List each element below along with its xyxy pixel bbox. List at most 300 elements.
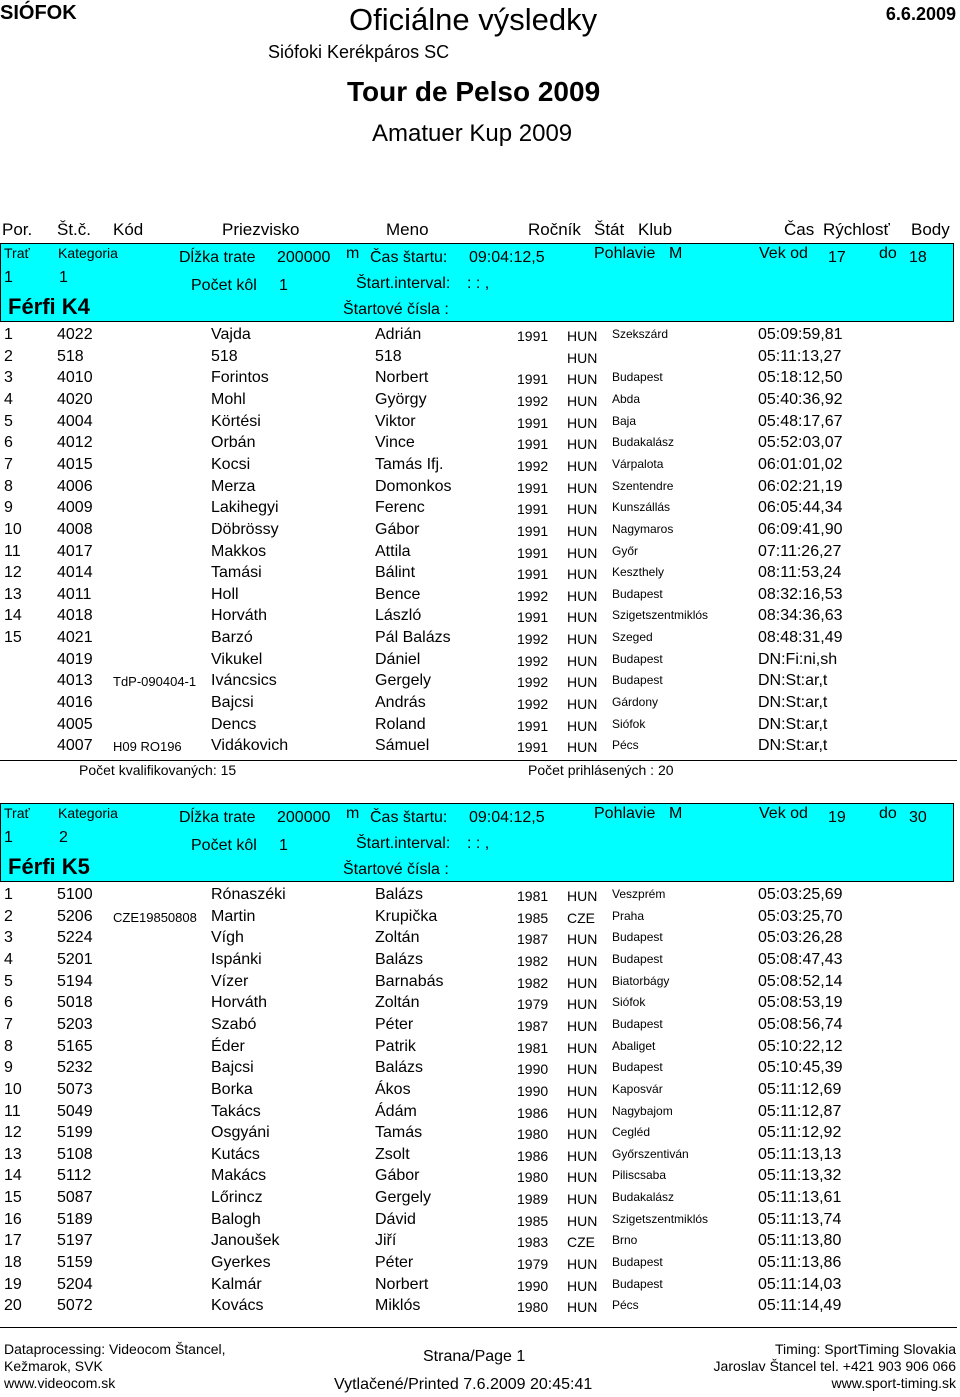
m-unit: m bbox=[346, 805, 360, 822]
cell-year: 1991 bbox=[517, 522, 549, 539]
cell-club: Budapest bbox=[612, 1060, 663, 1075]
cell-rank: 16 bbox=[4, 1210, 22, 1228]
trat-value: 1 bbox=[4, 829, 13, 846]
cell-surname: Ispánki bbox=[211, 950, 262, 968]
table-row bbox=[0, 454, 960, 475]
cell-surname: Éder bbox=[211, 1037, 245, 1055]
table-row bbox=[0, 1122, 960, 1143]
cell-club: Budakalász bbox=[612, 1190, 675, 1205]
trat-value: 1 bbox=[4, 269, 13, 286]
cell-bib: 5197 bbox=[57, 1232, 93, 1250]
start-interval-label: Štart.interval: bbox=[356, 835, 451, 852]
cell-firstname: Ákos bbox=[375, 1080, 411, 1098]
cell-time: 05:08:47,43 bbox=[758, 950, 843, 968]
table-row bbox=[0, 584, 960, 605]
cell-country: HUN bbox=[567, 1061, 598, 1078]
cell-time: DN:Fi:ni,sh bbox=[758, 650, 838, 668]
table-row bbox=[0, 1209, 960, 1230]
cell-country: HUN bbox=[567, 371, 598, 388]
table-row bbox=[0, 649, 960, 670]
footer-timing-url[interactable]: www.sport-timing.sk bbox=[831, 1375, 956, 1391]
cell-rank: 18 bbox=[4, 1254, 22, 1272]
vek-od-label: Vek od bbox=[759, 805, 808, 822]
cell-code: TdP-090404-1 bbox=[113, 674, 197, 690]
cell-bib: 5087 bbox=[57, 1189, 93, 1207]
table-row bbox=[0, 346, 960, 367]
cell-year: 1986 bbox=[517, 1104, 549, 1121]
cell-year: 1991 bbox=[517, 371, 549, 388]
divider bbox=[0, 1327, 957, 1328]
cell-firstname: Krupička bbox=[375, 907, 438, 925]
cell-country: HUN bbox=[567, 974, 598, 991]
cell-time: 05:11:13,74 bbox=[758, 1210, 842, 1228]
cell-country: HUN bbox=[567, 587, 598, 604]
cell-bib: 5159 bbox=[57, 1254, 93, 1272]
footer-processing-url[interactable]: www.videocom.sk bbox=[4, 1375, 116, 1391]
cell-year: 1992 bbox=[517, 457, 549, 474]
cell-surname: Szabó bbox=[211, 1015, 257, 1033]
cell-surname: Vajda bbox=[211, 326, 251, 343]
cell-club: Szigetszentmiklós bbox=[612, 1211, 709, 1226]
cell-country: HUN bbox=[567, 1212, 598, 1229]
cell-country: HUN bbox=[567, 1256, 598, 1273]
page-number: Strana/Page 1 bbox=[423, 1348, 526, 1365]
cell-bib: 4004 bbox=[57, 412, 93, 430]
cell-rank: 5 bbox=[4, 412, 13, 430]
cell-firstname: László bbox=[375, 607, 422, 625]
table-row bbox=[0, 1165, 960, 1186]
cell-surname: Holl bbox=[211, 585, 239, 603]
pocet-kol-value: 1 bbox=[279, 277, 288, 294]
col-priezvisko: Priezvisko bbox=[222, 220, 300, 239]
cell-surname: Kovács bbox=[211, 1297, 264, 1315]
table-row bbox=[0, 1230, 960, 1251]
cell-time: 05:03:26,28 bbox=[758, 929, 843, 947]
vek-do-value: 18 bbox=[909, 249, 927, 266]
cell-time: 08:32:16,53 bbox=[758, 585, 843, 603]
cell-country: HUN bbox=[567, 717, 598, 734]
table-row bbox=[0, 627, 960, 648]
cell-time: 07:11:26,27 bbox=[758, 542, 842, 560]
column-header-row bbox=[0, 220, 960, 242]
cell-year: 1992 bbox=[517, 392, 549, 409]
cell-bib: 5203 bbox=[57, 1015, 93, 1033]
footer-timing: Timing: SportTiming Slovakia bbox=[774, 1341, 956, 1357]
cell-firstname: Tamás bbox=[375, 1124, 423, 1142]
cell-bib: 4015 bbox=[57, 455, 93, 473]
cell-year: 1992 bbox=[517, 696, 549, 713]
cell-year: 1980 bbox=[517, 1169, 549, 1186]
cell-club: Praha bbox=[612, 908, 645, 923]
cell-firstname: Dávid bbox=[375, 1210, 416, 1228]
cell-club: Kunszállás bbox=[612, 500, 671, 515]
cell-firstname: Ferenc bbox=[375, 499, 425, 517]
cell-bib: 5224 bbox=[57, 929, 93, 947]
cell-surname: Horváth bbox=[211, 607, 268, 625]
cell-country: HUN bbox=[567, 1082, 598, 1099]
cell-bib: 4014 bbox=[57, 564, 93, 582]
cell-firstname: Viktor bbox=[375, 412, 416, 430]
cell-firstname: Balázs bbox=[375, 1059, 424, 1077]
cell-time: 05:10:45,39 bbox=[758, 1059, 843, 1077]
cell-time: 08:11:53,24 bbox=[758, 564, 842, 582]
cell-year: 1983 bbox=[517, 1234, 549, 1251]
cell-firstname: Ádám bbox=[375, 1102, 417, 1120]
cell-bib: 4009 bbox=[57, 499, 93, 517]
col-rychlost: Rýchlosť bbox=[823, 220, 890, 239]
cell-club: Budapest bbox=[612, 930, 663, 945]
cell-code: H09 RO196 bbox=[113, 739, 182, 755]
col-por: Por. bbox=[2, 220, 33, 239]
table-row bbox=[0, 1144, 960, 1165]
cell-country: HUN bbox=[567, 349, 598, 366]
table-row bbox=[0, 411, 960, 432]
cell-firstname: Zoltán bbox=[375, 994, 420, 1012]
col-stc: Št.č. bbox=[57, 220, 92, 239]
col-rocnik: Ročník bbox=[528, 220, 581, 239]
cell-rank: 2 bbox=[4, 347, 13, 365]
cell-time: 05:03:25,69 bbox=[758, 886, 843, 903]
cell-surname: Makkos bbox=[211, 542, 267, 560]
cell-bib: 5018 bbox=[57, 994, 93, 1012]
cell-club: Budapest bbox=[612, 951, 663, 966]
cell-year: 1985 bbox=[517, 909, 549, 926]
cell-time: 05:11:13,86 bbox=[758, 1254, 842, 1272]
cell-time: 05:11:13,13 bbox=[758, 1145, 842, 1163]
category-name: Férfi K5 bbox=[8, 854, 90, 879]
cell-year: 1991 bbox=[517, 566, 549, 583]
cell-surname: Orbán bbox=[211, 434, 256, 452]
cell-year: 1992 bbox=[517, 674, 549, 691]
cell-bib: 5112 bbox=[57, 1167, 92, 1185]
cell-country: HUN bbox=[567, 652, 598, 669]
footer-processing: Dataprocessing: Videocom Štancel, bbox=[4, 1341, 226, 1357]
start-interval-label: Štart.interval: bbox=[356, 275, 451, 292]
cell-surname: Balogh bbox=[211, 1210, 261, 1228]
cell-club: Budapest bbox=[612, 673, 663, 688]
cell-year: 1980 bbox=[517, 1299, 549, 1316]
table-row bbox=[0, 735, 960, 756]
cell-surname: Lakihegyi bbox=[211, 499, 279, 517]
cell-country: HUN bbox=[567, 436, 598, 453]
cell-club: Budapest bbox=[612, 651, 663, 666]
cell-time: 05:08:53,19 bbox=[758, 994, 843, 1012]
cell-surname: Rónaszéki bbox=[211, 886, 286, 903]
cell-rank: 13 bbox=[4, 585, 22, 603]
qualified-count: Počet kvalifikovaných: 15 bbox=[79, 762, 237, 778]
cell-rank: 3 bbox=[4, 369, 13, 387]
cell-time: 06:01:01,02 bbox=[758, 455, 843, 473]
cell-country: HUN bbox=[567, 1191, 598, 1208]
cell-firstname: Balázs bbox=[375, 950, 424, 968]
cell-firstname: Péter bbox=[375, 1015, 414, 1033]
cell-country: HUN bbox=[567, 1017, 598, 1034]
cell-time: 05:11:12,87 bbox=[758, 1102, 842, 1120]
cell-time: 05:03:25,70 bbox=[758, 907, 843, 925]
cell-surname: Janoušek bbox=[211, 1232, 280, 1250]
cell-country: HUN bbox=[567, 457, 598, 474]
cell-surname: Vikukel bbox=[211, 650, 263, 668]
table-row bbox=[0, 1057, 960, 1078]
cell-year: 1991 bbox=[517, 609, 549, 626]
table-row bbox=[0, 1295, 960, 1316]
cell-club: Szeged bbox=[612, 630, 653, 645]
cell-club: Nagymaros bbox=[612, 521, 674, 536]
vek-od-value: 19 bbox=[828, 809, 846, 826]
cell-rank: 7 bbox=[4, 1015, 13, 1033]
cell-club: Kaposvár bbox=[612, 1081, 663, 1096]
cell-time: DN:St:ar,t bbox=[758, 737, 828, 755]
page-title: Oficiálne výsledky bbox=[349, 2, 598, 37]
startove-cisla-label: Štartové čísla : bbox=[343, 861, 449, 878]
cell-year: 1987 bbox=[517, 931, 549, 948]
cell-country: HUN bbox=[567, 1277, 598, 1294]
trat-label: Trať bbox=[4, 805, 30, 821]
cell-time: 05:18:12,50 bbox=[758, 369, 843, 387]
cell-bib: 5206 bbox=[57, 907, 93, 925]
cell-country: CZE bbox=[567, 1234, 595, 1251]
cell-rank: 8 bbox=[4, 477, 13, 495]
cell-country: HUN bbox=[567, 631, 598, 648]
table-row bbox=[0, 1252, 960, 1273]
cell-year: 1979 bbox=[517, 1256, 549, 1273]
cell-bib: 5072 bbox=[57, 1297, 93, 1315]
cell-rank: 6 bbox=[4, 434, 13, 452]
cell-rank: 12 bbox=[4, 564, 22, 582]
table-row bbox=[0, 714, 960, 735]
cell-year: 1980 bbox=[517, 1126, 549, 1143]
col-stat: Štát bbox=[594, 220, 625, 239]
cell-bib: 5108 bbox=[57, 1145, 93, 1163]
cup-title: Amatuer Kup 2009 bbox=[372, 120, 573, 147]
table-row bbox=[0, 1014, 960, 1035]
cell-country: HUN bbox=[567, 392, 598, 409]
cell-time: DN:St:ar,t bbox=[758, 672, 828, 690]
cell-country: HUN bbox=[567, 1039, 598, 1056]
cell-surname: Borka bbox=[211, 1080, 253, 1098]
cell-firstname: Jiří bbox=[375, 1232, 397, 1250]
cell-surname: Dencs bbox=[211, 715, 257, 733]
category-header bbox=[0, 803, 954, 882]
cell-year: 1991 bbox=[517, 479, 549, 496]
category-header bbox=[0, 243, 954, 322]
cell-year: 1991 bbox=[517, 544, 549, 561]
cell-time: 06:09:41,90 bbox=[758, 520, 843, 538]
cell-bib: 4016 bbox=[57, 694, 93, 712]
cell-firstname: Gergely bbox=[375, 672, 432, 690]
cell-firstname: Norbert bbox=[375, 1275, 429, 1293]
cell-country: HUN bbox=[567, 609, 598, 626]
cell-year: 1992 bbox=[517, 652, 549, 669]
cell-time: 06:02:21,19 bbox=[758, 477, 843, 495]
cell-rank: 1 bbox=[4, 886, 13, 903]
cell-bib: 5100 bbox=[57, 886, 93, 903]
cell-club: Baja bbox=[612, 413, 637, 428]
cell-year: 1992 bbox=[517, 631, 549, 648]
cell-club: Pécs bbox=[612, 738, 639, 753]
cell-club: Abda bbox=[612, 391, 641, 406]
table-row bbox=[0, 519, 960, 540]
cell-country: HUN bbox=[567, 1147, 598, 1164]
cell-country: HUN bbox=[567, 674, 598, 691]
cell-country: HUN bbox=[567, 952, 598, 969]
pohlavie-label: Pohlavie bbox=[594, 805, 656, 822]
cell-time: 08:48:31,49 bbox=[758, 629, 843, 647]
cell-club: Gárdony bbox=[612, 695, 659, 710]
kategoria-value: 1 bbox=[59, 269, 68, 286]
cell-rank: 1 bbox=[4, 326, 13, 343]
cell-surname: Gyerkes bbox=[211, 1254, 271, 1272]
cell-year: 1991 bbox=[517, 717, 549, 734]
cell-bib: 5199 bbox=[57, 1124, 93, 1142]
cell-code: CZE19850808 bbox=[113, 909, 197, 925]
cell-bib: 4006 bbox=[57, 477, 93, 495]
cell-rank: 10 bbox=[4, 520, 22, 538]
cell-time: 06:05:44,34 bbox=[758, 499, 843, 517]
pocet-kol-label: Počet kôl bbox=[191, 277, 257, 294]
cell-bib: 4022 bbox=[57, 326, 93, 343]
cas-startu-label: Čas štartu: bbox=[370, 249, 448, 266]
cell-surname: Kocsi bbox=[211, 455, 251, 473]
cell-bib: 5232 bbox=[57, 1059, 93, 1077]
cell-rank: 14 bbox=[4, 1167, 22, 1185]
col-cas: Čas bbox=[784, 220, 815, 239]
table-row bbox=[0, 1274, 960, 1295]
cell-country: HUN bbox=[567, 1104, 598, 1121]
cell-year: 1991 bbox=[517, 739, 549, 756]
cell-firstname: Tamás Ifj. bbox=[375, 455, 444, 473]
cell-rank: 12 bbox=[4, 1124, 22, 1142]
cell-rank: 8 bbox=[4, 1037, 13, 1055]
table-row bbox=[0, 562, 960, 583]
kategoria-value: 2 bbox=[59, 829, 68, 846]
cell-rank: 4 bbox=[4, 950, 13, 968]
cell-year: 1990 bbox=[517, 1061, 549, 1078]
kategoria-label: Kategoria bbox=[58, 245, 118, 261]
cell-bib: 518 bbox=[57, 347, 84, 365]
cell-year: 1990 bbox=[517, 1277, 549, 1294]
cell-country: CZE bbox=[567, 909, 595, 926]
cell-year: 1986 bbox=[517, 1147, 549, 1164]
cell-time: 08:34:36,63 bbox=[758, 607, 843, 625]
cell-firstname: Zoltán bbox=[375, 929, 420, 947]
cell-country: HUN bbox=[567, 739, 598, 756]
cell-rank: 11 bbox=[4, 1102, 21, 1120]
cell-bib: 4011 bbox=[57, 585, 92, 603]
cell-time: DN:St:ar,t bbox=[758, 715, 828, 733]
category-name: Férfi K4 bbox=[8, 294, 90, 319]
cell-country: HUN bbox=[567, 566, 598, 583]
table-row bbox=[0, 541, 960, 562]
cell-surname: Iváncsics bbox=[211, 672, 277, 690]
col-klub: Klub bbox=[638, 220, 673, 239]
cell-surname: Horváth bbox=[211, 994, 268, 1012]
cell-bib: 4013 bbox=[57, 672, 93, 690]
cell-year: 1991 bbox=[517, 501, 549, 518]
dlzka-value: 200000 bbox=[277, 249, 331, 266]
cell-club: Szigetszentmiklós bbox=[612, 608, 709, 623]
cell-bib: 4019 bbox=[57, 650, 93, 668]
dlzka-value: 200000 bbox=[277, 809, 331, 826]
cell-firstname: András bbox=[375, 694, 426, 712]
cell-rank: 20 bbox=[4, 1297, 22, 1315]
cell-surname: Tamási bbox=[211, 564, 262, 582]
cell-time: 05:11:13,27 bbox=[758, 347, 842, 365]
cell-country: HUN bbox=[567, 414, 598, 431]
cell-firstname: Attila bbox=[375, 542, 411, 560]
pohlavie-label: Pohlavie bbox=[594, 245, 656, 262]
table-row bbox=[0, 692, 960, 713]
cell-surname: Bajcsi bbox=[211, 1059, 254, 1077]
vek-do-value: 30 bbox=[909, 809, 927, 826]
table-row bbox=[0, 1079, 960, 1100]
cell-club: Veszprém bbox=[612, 887, 666, 901]
cell-rank: 14 bbox=[4, 607, 22, 625]
cell-surname: Bajcsi bbox=[211, 694, 254, 712]
cas-startu-value: 09:04:12,5 bbox=[469, 249, 545, 266]
dlzka-label: Dĺžka trate bbox=[179, 249, 256, 266]
cell-surname: Merza bbox=[211, 477, 256, 495]
cell-firstname: Péter bbox=[375, 1254, 414, 1272]
printed-timestamp: Vytlačené/Printed 7.6.2009 20:45:41 bbox=[334, 1376, 593, 1393]
pocet-kol-value: 1 bbox=[279, 837, 288, 854]
cell-rank: 15 bbox=[4, 1189, 22, 1207]
cell-club: Budapest bbox=[612, 1016, 663, 1031]
cas-startu-value: 09:04:12,5 bbox=[469, 809, 545, 826]
cell-rank: 5 bbox=[4, 972, 13, 990]
col-kod: Kód bbox=[113, 220, 144, 239]
cell-bib: 4005 bbox=[57, 715, 93, 733]
cell-surname: Makács bbox=[211, 1167, 267, 1185]
cell-surname: Barzó bbox=[211, 629, 253, 647]
cell-year: 1982 bbox=[517, 952, 549, 969]
footer-timing-contact: Jaroslav Štancel tel. +421 903 906 066 bbox=[713, 1358, 956, 1374]
table-row bbox=[0, 927, 960, 948]
cell-club: Budapest bbox=[612, 370, 663, 385]
cell-time: 05:08:52,14 bbox=[758, 972, 843, 990]
table-row bbox=[0, 906, 960, 927]
cell-firstname: Adrián bbox=[375, 326, 422, 343]
cell-year: 1990 bbox=[517, 1082, 549, 1099]
cell-firstname: Gergely bbox=[375, 1189, 432, 1207]
cell-country: HUN bbox=[567, 1169, 598, 1186]
cell-club: Várpalota bbox=[612, 456, 664, 471]
vek-do-label: do bbox=[879, 245, 897, 262]
cell-firstname: Norbert bbox=[375, 369, 429, 387]
cell-firstname: Bence bbox=[375, 585, 421, 603]
cell-surname: Körtési bbox=[211, 412, 261, 430]
cell-rank: 10 bbox=[4, 1080, 22, 1098]
cell-bib: 5073 bbox=[57, 1080, 93, 1098]
cell-country: HUN bbox=[567, 479, 598, 496]
start-interval-value: : : , bbox=[467, 835, 490, 852]
table-row bbox=[0, 1187, 960, 1208]
pocet-kol-label: Počet kôl bbox=[191, 837, 257, 854]
cell-bib: 4010 bbox=[57, 369, 93, 387]
cell-firstname: Balázs bbox=[375, 886, 424, 903]
cell-club: Keszthely bbox=[612, 565, 665, 580]
cell-rank: 13 bbox=[4, 1145, 22, 1163]
vek-od-value: 17 bbox=[828, 249, 846, 266]
vek-do-label: do bbox=[879, 805, 897, 822]
cell-bib: 4008 bbox=[57, 520, 93, 538]
cell-country: HUN bbox=[567, 328, 598, 344]
cell-year: 1985 bbox=[517, 1212, 549, 1229]
table-row bbox=[0, 367, 960, 388]
organizer-label: Siófoki Kerékpáros SC bbox=[268, 42, 450, 62]
cell-club: Cegléd bbox=[612, 1125, 651, 1140]
cell-rank: 11 bbox=[4, 542, 21, 560]
